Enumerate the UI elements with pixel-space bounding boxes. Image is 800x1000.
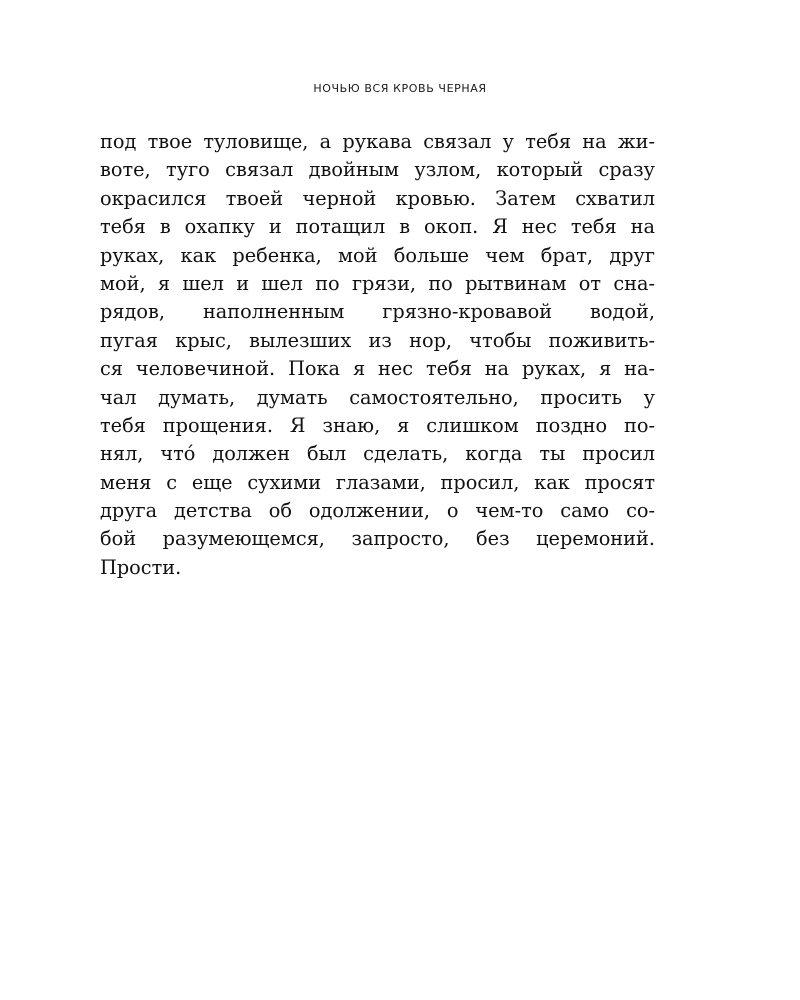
text-line: мой, я шел и шел по грязи, по рытвинам от сна- — [100, 271, 655, 295]
text-line: ся человечиной. Пока я нес тебя на руках, я на- — [100, 357, 655, 381]
text-line: окрасился твоей черной кровью. Затем схватил — [100, 186, 655, 210]
running-head: НОЧЬЮ ВСЯ КРОВЬ ЧЕРНАЯ — [313, 82, 487, 95]
text-line: пугая крыс, вылезших из нор, чтобы поживить- — [100, 328, 655, 352]
text-line: друга детства об одолжении, о чем-то само со- — [100, 499, 655, 523]
text-line: воте, туго связал двойным узлом, который сразу — [100, 158, 655, 182]
text-line: чал думать, думать самостоятельно, просить у — [100, 385, 655, 409]
text-line: тебя в охапку и потащил в окоп. Я нес тебя на — [100, 215, 655, 239]
text-line: нял, что́ должен был сделать, когда ты просил — [100, 442, 655, 466]
text-line: руках, как ребенка, мой больше чем брат, друг — [100, 243, 655, 267]
text-line: под твое туловище, а рукава связал у тебя на жи- — [100, 130, 655, 153]
text-line: Прости. — [100, 555, 182, 579]
text-line: бой разумеющемся, запросто, без церемоний. — [100, 527, 655, 551]
text-line: рядов, наполненным грязно-кровавой водой, — [100, 300, 655, 324]
text-line: тебя прощения. Я знаю, я слишком поздно по- — [100, 413, 655, 437]
body-text — [100, 128, 655, 582]
text-line: меня с еще сухими глазами, просил, как просят — [100, 470, 655, 494]
